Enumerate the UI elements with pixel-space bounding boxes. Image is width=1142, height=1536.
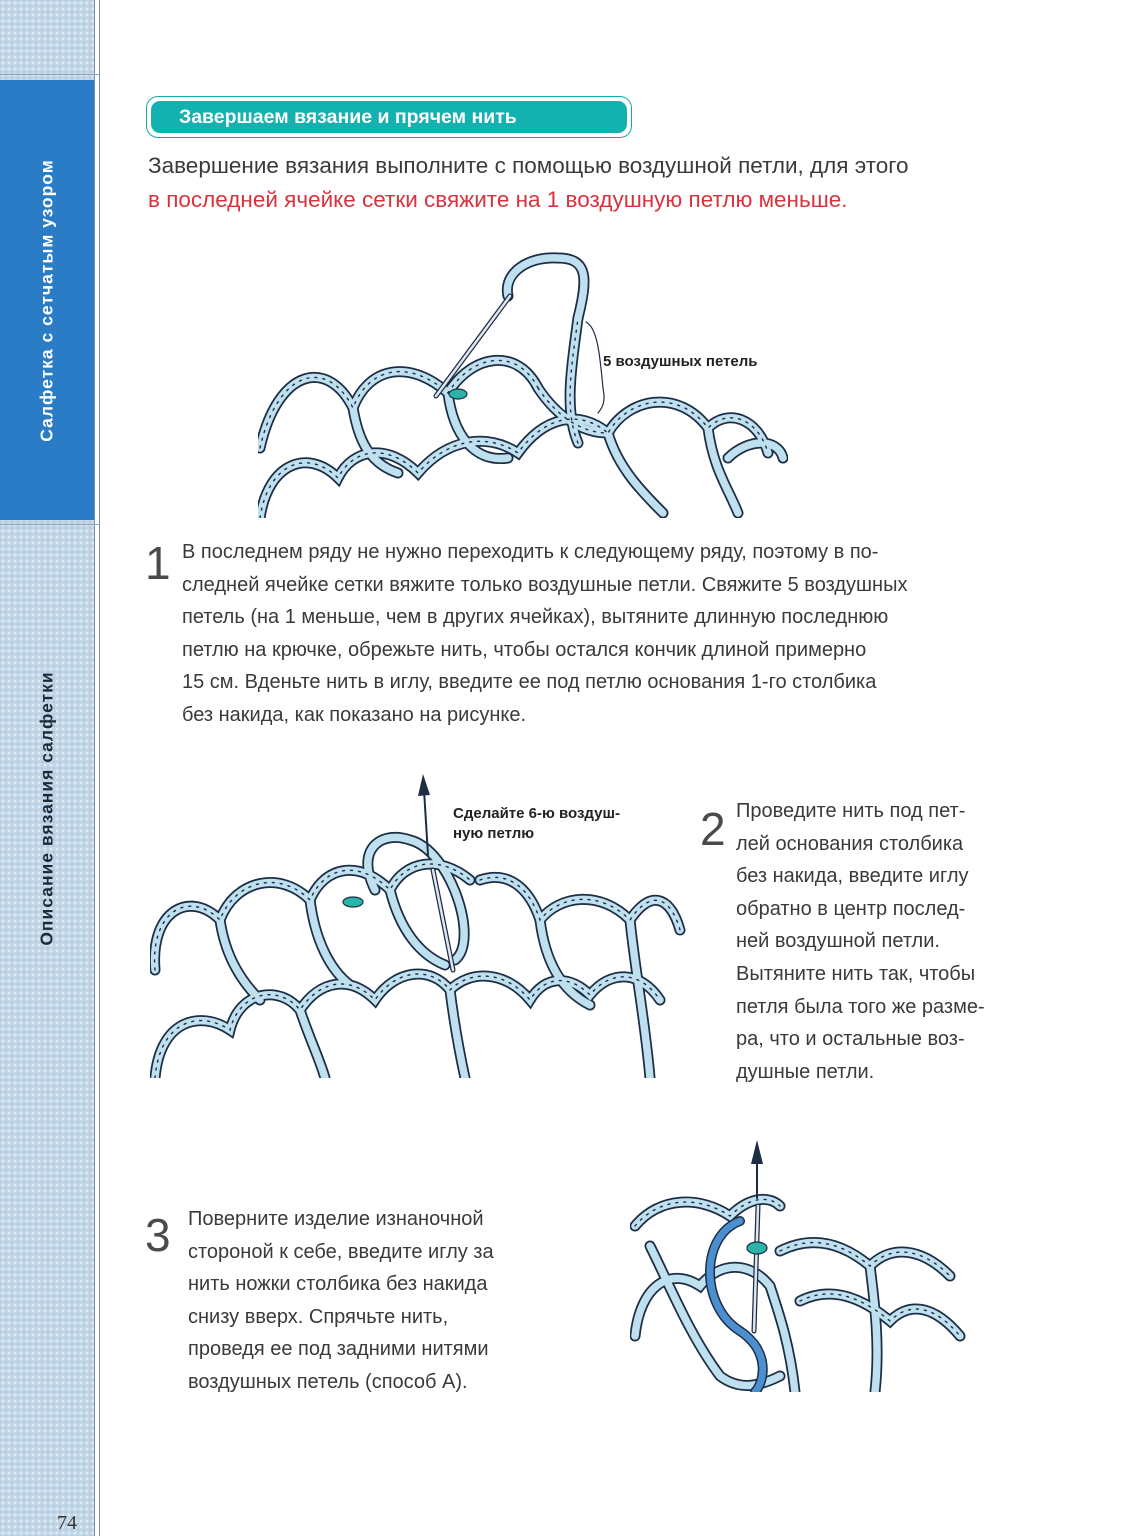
label-line: Сделайте 6-ю воздуш- xyxy=(453,805,620,822)
step-line: стороной к себе, введите иглу за xyxy=(188,1240,494,1263)
step-number: 3 xyxy=(145,1209,171,1261)
section-title: Завершаем вязание и прячем нить xyxy=(151,101,627,133)
step-2-text xyxy=(736,795,1056,1088)
step-line: обратно в центр послед- xyxy=(736,897,966,920)
step-line: Проведите нить под пет- xyxy=(736,800,966,822)
illustration-final-chain xyxy=(258,248,788,518)
step-line: ней воздушной петли. xyxy=(736,930,940,953)
intro-highlight: в последней ячейке сетки свяжите на 1 воздушную петлю меньше. xyxy=(148,187,848,212)
step-line: лей основания столбика xyxy=(736,832,964,855)
step-line: душные петли. xyxy=(736,1060,875,1083)
crochet-mesh-illustration xyxy=(258,248,788,518)
step-3-text xyxy=(188,1203,588,1399)
step-line: нить ножки столбика без накида xyxy=(188,1273,488,1296)
step-line: петлю на крючке, обрежьте нить, чтобы остался кончик длиной примерно xyxy=(182,638,867,661)
step-number: 1 xyxy=(145,537,171,589)
sidebar-tab-label: Описание вязания салфетки xyxy=(36,670,57,946)
sidebar-tab-napkin-pattern[interactable] xyxy=(0,80,94,520)
intro-paragraph xyxy=(148,149,1088,217)
step-line: петель (на 1 меньше, чем в других ячейках), вытяните длинную последнюю xyxy=(182,606,889,629)
sidebar-tab-label: Салфетка с сетчатым узором xyxy=(36,158,57,442)
step-number: 2 xyxy=(700,803,726,855)
step-1-text xyxy=(182,536,1062,732)
tab-divider xyxy=(0,524,100,525)
step-line: В последнем ряду не нужно переходить к следующему ряду, поэтому в по- xyxy=(182,541,879,563)
illustration-hide-thread xyxy=(630,1136,970,1392)
step-line: без накида, как показано на рисунке. xyxy=(182,703,527,726)
step-line: без накида, введите иглу xyxy=(736,865,969,888)
left-margin-strip xyxy=(0,0,94,1536)
label-line: ную петлю xyxy=(453,825,535,842)
chain-count-label: 5 воздушных петель xyxy=(603,353,758,370)
intro-line: Завершение вязания выполните с помощью воздушной петли, для этого xyxy=(148,153,909,178)
tab-divider xyxy=(0,74,100,75)
step-line: проведя ее под задними нитями xyxy=(188,1338,489,1361)
step-line: Вытяните нить так, чтобы xyxy=(736,962,976,985)
margin-rule xyxy=(94,0,95,1536)
step-line: воздушных петель (способ А). xyxy=(188,1370,468,1393)
step-line: ра, что и остальные воз- xyxy=(736,1028,965,1051)
step-line: следней ячейке сетки вяжите только воздушные петли. Свяжите 5 воздушных xyxy=(182,573,908,596)
page-number: 74 xyxy=(57,1512,77,1534)
step-line: Поверните изделие изнаночной xyxy=(188,1208,484,1230)
sidebar-tab-napkin-description[interactable] xyxy=(0,528,94,1088)
step-line: петля была того же разме- xyxy=(736,995,985,1018)
margin-rule xyxy=(99,0,100,1536)
step-line: снизу вверх. Спрячьте нить, xyxy=(188,1305,449,1328)
crochet-mesh-illustration xyxy=(630,1136,970,1392)
sixth-chain-label xyxy=(453,804,620,844)
step-line: 15 см. Вденьте нить в иглу, введите ее под петлю основания 1-го столбика xyxy=(182,671,877,694)
section-header xyxy=(146,96,632,138)
